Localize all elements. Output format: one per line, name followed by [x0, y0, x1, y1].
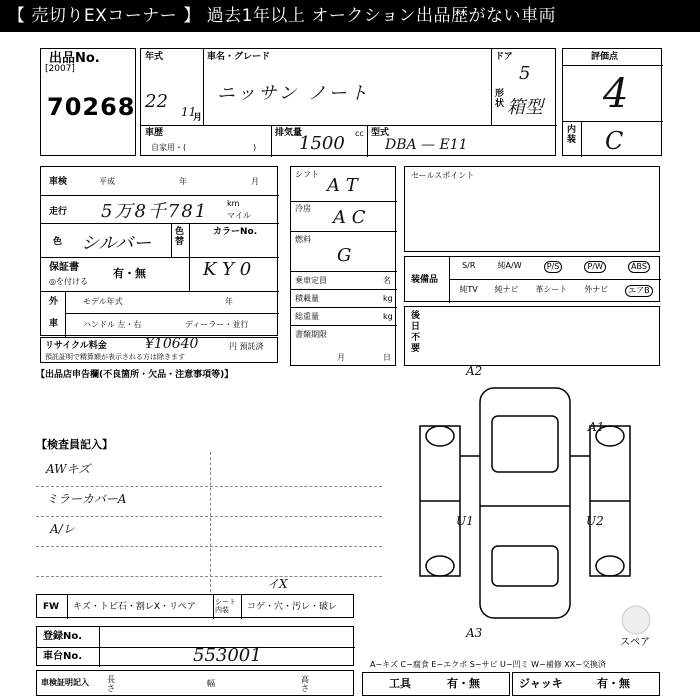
displacement-unit: cc — [355, 129, 364, 138]
score-label: 評価点 — [591, 52, 619, 62]
left-form — [40, 166, 278, 336]
recycle-value: ¥10640 — [145, 336, 199, 352]
equip-tv: 純TV — [459, 285, 478, 294]
divider — [36, 576, 382, 577]
ac-label: 冷房 — [295, 204, 311, 213]
displacement-label: 排気量 — [275, 128, 303, 138]
windshield — [492, 416, 558, 472]
gross-label: 総重量 — [295, 312, 319, 321]
divider — [449, 257, 450, 303]
divider — [241, 595, 242, 619]
month-value: 11 — [181, 105, 197, 119]
recycle-unit: 円 預託済 — [229, 342, 264, 351]
name-value: ニッサン ノート — [217, 83, 371, 104]
divider — [36, 486, 382, 487]
equipment-row-2 — [451, 285, 661, 297]
month-unit: 月 — [193, 113, 203, 123]
lot-label: 出品No. — [49, 51, 100, 66]
diagram-mark: A1 — [588, 420, 605, 434]
fuel-label: 燃料 — [295, 235, 311, 244]
jack-label: ジャッキ — [519, 677, 563, 690]
equip-airbag: エアB — [625, 285, 653, 297]
divider — [65, 291, 66, 337]
ac-value: A C — [333, 207, 366, 228]
model-label: 型式 — [371, 128, 390, 138]
middle-form — [290, 166, 396, 366]
header-title: 【 売切りEXコーナー 】 過去1年以上 オークション出品歴がない車両 — [8, 6, 556, 26]
wheel-rear-right — [596, 556, 624, 576]
fw-items: キズ・トビ石・割レX・リペア — [73, 602, 196, 612]
chassis-value: 553001 — [193, 645, 262, 666]
rear-label: 後日不要 — [411, 311, 421, 354]
divider — [41, 257, 279, 258]
divider — [99, 627, 100, 667]
mileage-unit-km: km — [227, 199, 240, 208]
divider — [291, 289, 397, 290]
warranty-options: 有・無 — [113, 267, 146, 280]
lot-number: 70268 — [47, 93, 136, 121]
divider — [291, 307, 397, 308]
equip-navi: 純ナビ — [494, 285, 519, 294]
diagram-mark: A2 — [466, 364, 483, 378]
chassis-label: 車台No. — [43, 651, 83, 662]
capacity-label: 乗車定員 — [295, 276, 327, 285]
color-value: シルバー — [81, 233, 152, 254]
divider — [271, 125, 272, 157]
tools-box — [362, 672, 510, 696]
seat-items: コゲ・穴・汚レ・破レ — [247, 602, 338, 612]
height-label: 高さ — [301, 675, 309, 693]
shape-value: 箱型 — [507, 97, 543, 118]
tools-options: 有・無 — [447, 677, 480, 690]
inspector-note: ミラーカバーA — [46, 492, 127, 506]
mileage-value: 5万8千781 — [101, 201, 209, 222]
foreign-model-year: モデル年式 — [83, 297, 123, 306]
rear-window — [492, 546, 558, 586]
fw-label: FW — [43, 602, 60, 612]
inspector-note: A/レ — [50, 522, 75, 536]
capacity-unit: 名 — [383, 276, 391, 285]
divider — [449, 279, 661, 280]
divider — [65, 313, 279, 314]
registration-box — [36, 626, 354, 666]
inspection-year: 年 — [179, 177, 187, 186]
load-label: 積載量 — [295, 294, 319, 303]
warranty-label: 保証書 — [49, 262, 79, 273]
gross-unit: kg — [383, 312, 393, 321]
equip-sr: S/R — [462, 261, 476, 270]
sales-point-label: セールスポイント — [411, 171, 475, 180]
rear-box — [404, 306, 660, 366]
foreign-handle: ハンドル 左・右 — [83, 320, 142, 329]
fw-row — [36, 577, 354, 618]
inspection-era: 平成 — [99, 177, 115, 186]
equipment-box — [404, 256, 660, 302]
usage-close: ) — [253, 143, 257, 152]
color-no-label: カラーNo. — [213, 227, 258, 237]
wheel-front-left — [426, 426, 454, 446]
diagram-mark: U1 — [456, 514, 474, 528]
divider — [67, 595, 68, 619]
score-box — [562, 48, 662, 156]
door-value: 5 — [519, 63, 531, 84]
divider — [563, 121, 663, 122]
color-label: 色 — [53, 237, 63, 247]
year-label: 年式 — [145, 52, 164, 62]
lot-box — [40, 48, 136, 156]
car-diagram — [400, 366, 670, 646]
registration-label: 書類期限 — [295, 330, 327, 339]
shape-label: 形状 — [495, 89, 505, 109]
shift-value: A T — [327, 175, 358, 196]
foreign-label-2: 車 — [49, 319, 59, 329]
divider — [491, 49, 492, 125]
spare-tire-icon — [622, 606, 650, 634]
divider — [36, 516, 382, 517]
reg-label: 登録No. — [43, 631, 83, 642]
jack-box — [512, 672, 660, 696]
divider — [203, 49, 204, 125]
length-label: 長さ — [107, 675, 115, 693]
equip-leather: 革シート — [535, 285, 568, 294]
color-swap-label: 色替 — [175, 227, 185, 247]
divider — [41, 291, 279, 292]
divider — [41, 223, 279, 224]
door-label: ドア — [495, 52, 513, 62]
year-value: 22 — [145, 91, 168, 112]
registration-day: 日 — [383, 353, 391, 362]
recycle-box — [40, 337, 278, 363]
inspection-label: 車検 — [49, 177, 68, 187]
equipment-label: 装備品 — [411, 275, 439, 285]
inspection-month: 月 — [251, 177, 259, 186]
equip-ext-navi: 外ナビ — [584, 285, 609, 294]
registration-month: 月 — [337, 353, 345, 362]
inspector-label: 【検査員記入】 — [36, 438, 113, 451]
diagram-mark: U2 — [586, 514, 604, 528]
model-value: DBA — E11 — [385, 137, 468, 153]
foreign-label-1: 外 — [49, 297, 59, 307]
dims-label: 車検証明記入 — [41, 678, 89, 687]
jack-options: 有・無 — [597, 677, 630, 690]
damage-legend: A−キズ C−腐食 E−エクボ S−サビ U−凹ミ W−補修 XX−交換済 — [370, 660, 606, 669]
wheel-rear-left — [426, 556, 454, 576]
equip-pw: P/W — [584, 261, 605, 273]
inspector-lines — [36, 452, 382, 592]
divider — [141, 125, 557, 126]
divider — [210, 452, 211, 592]
dims-row — [36, 670, 354, 696]
interior-label: 内装 — [567, 125, 577, 145]
divider — [291, 231, 397, 232]
interior-value: C — [605, 127, 624, 155]
divider — [291, 201, 397, 202]
mileage-unit-mile: マイル — [227, 211, 251, 220]
equipment-row-1 — [451, 261, 661, 273]
score-value: 4 — [603, 71, 629, 117]
name-label: 車名・グレード — [207, 52, 271, 62]
divider — [291, 325, 397, 326]
divider — [213, 595, 214, 619]
header-bar — [0, 0, 700, 32]
foreign-dealer: ディーラー・並行 — [185, 320, 249, 329]
equip-ps: P/S — [544, 261, 563, 273]
color-no-value: K Y 0 — [203, 259, 252, 280]
lot-year-tag: [2007] — [45, 64, 75, 74]
shift-label: シフト — [295, 170, 319, 179]
divider — [581, 121, 582, 157]
divider — [189, 223, 190, 291]
spare-label: スペア — [620, 637, 650, 648]
fuel-value: G — [337, 245, 352, 266]
divider — [41, 195, 279, 196]
usage-label: 車歴 — [145, 128, 164, 138]
tools-label: 工具 — [389, 677, 411, 690]
seat-mark: イX — [267, 577, 288, 591]
mileage-label: 走行 — [49, 207, 68, 217]
load-unit: kg — [383, 294, 393, 303]
foreign-year: 年 — [225, 297, 233, 306]
recycle-note: 預託証明で精算額が表示される方は除きます — [45, 353, 185, 361]
divider — [563, 65, 663, 66]
seat-label: シート内装 — [215, 598, 236, 614]
diagram-mark: A3 — [466, 626, 483, 640]
equip-aw: 純A/W — [497, 261, 522, 270]
usage-value: 自家用・( — [151, 143, 187, 152]
recycle-label: リサイクル料金 — [45, 341, 107, 351]
sales-point-box — [404, 166, 660, 252]
equip-abs: ABS — [628, 261, 650, 273]
inspector-note: AWキズ — [46, 462, 91, 476]
divider — [291, 271, 397, 272]
divider — [171, 223, 172, 257]
divider — [367, 125, 368, 157]
divider — [36, 546, 382, 547]
width-label: 幅 — [207, 679, 215, 688]
vehicle-info-box — [140, 48, 556, 156]
warranty-sub: ◎を付ける — [49, 277, 88, 286]
displacement-value: 1500 — [299, 133, 345, 154]
declaration-label: 【出品店申告欄(不良箇所・欠品・注意事項等)】 — [36, 370, 234, 380]
